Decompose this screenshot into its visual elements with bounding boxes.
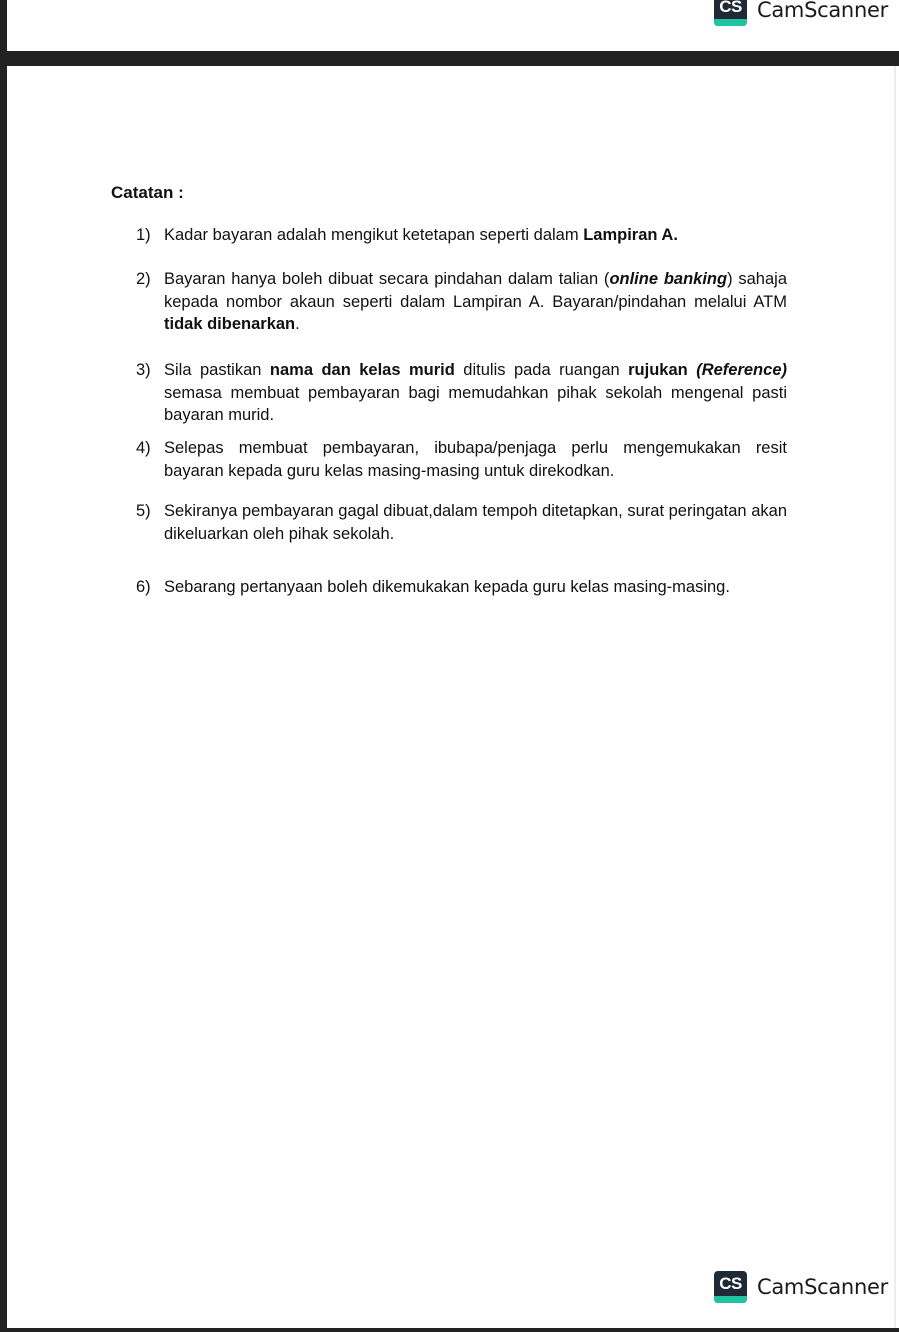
note-number: 6) xyxy=(136,578,151,596)
note-number: 3) xyxy=(136,361,151,379)
page-edge xyxy=(894,66,896,1328)
note-item xyxy=(136,576,787,599)
camscanner-logo-icon: CS xyxy=(714,1271,747,1303)
note-item xyxy=(136,437,787,482)
camscanner-watermark-top xyxy=(714,0,888,26)
note-text: Sebarang pertanyaan boleh dikemukakan kepada guru kelas masing-masing. xyxy=(164,578,730,596)
camscanner-text: CamScanner xyxy=(757,0,888,22)
note-text: Sekiranya pembayaran gagal dibuat,dalam tempoh ditetapkan, surat peringatan akan dikeluarkan oleh pihak sekolah. xyxy=(164,502,787,543)
note-number: 5) xyxy=(136,502,151,520)
notes-heading: Catatan : xyxy=(111,183,184,202)
note-item xyxy=(136,500,787,545)
note-item xyxy=(136,268,787,336)
note-text: Sila pastikan nama dan kelas murid ditulis pada ruangan rujukan (Reference) semasa membuat pembayaran bagi memudahkan pihak sekolah mengenal pasti bayaran murid. xyxy=(164,361,787,424)
note-text: Selepas membuat pembayaran, ibubapa/penjaga perlu mengemukakan resit bayaran kepada guru kelas masing-masing untuk direkodkan. xyxy=(164,439,787,480)
document-page xyxy=(7,66,899,1328)
note-number: 1) xyxy=(136,226,151,244)
note-text: Bayaran hanya boleh dibuat secara pindahan dalam talian (online banking) sahaja kepada nombor akaun seperti dalam Lampiran A. Bayaran/pindahan melalui ATM tidak dibenarkan. xyxy=(164,270,787,333)
note-number: 4) xyxy=(136,439,151,457)
camscanner-logo-icon: CS xyxy=(714,0,747,26)
note-item xyxy=(136,224,787,247)
camscanner-watermark-bottom xyxy=(714,1271,888,1303)
note-item xyxy=(136,359,787,427)
camscanner-text: CamScanner xyxy=(757,1275,888,1299)
note-text: Kadar bayaran adalah mengikut ketetapan seperti dalam Lampiran A. xyxy=(164,226,678,244)
note-number: 2) xyxy=(136,270,151,288)
